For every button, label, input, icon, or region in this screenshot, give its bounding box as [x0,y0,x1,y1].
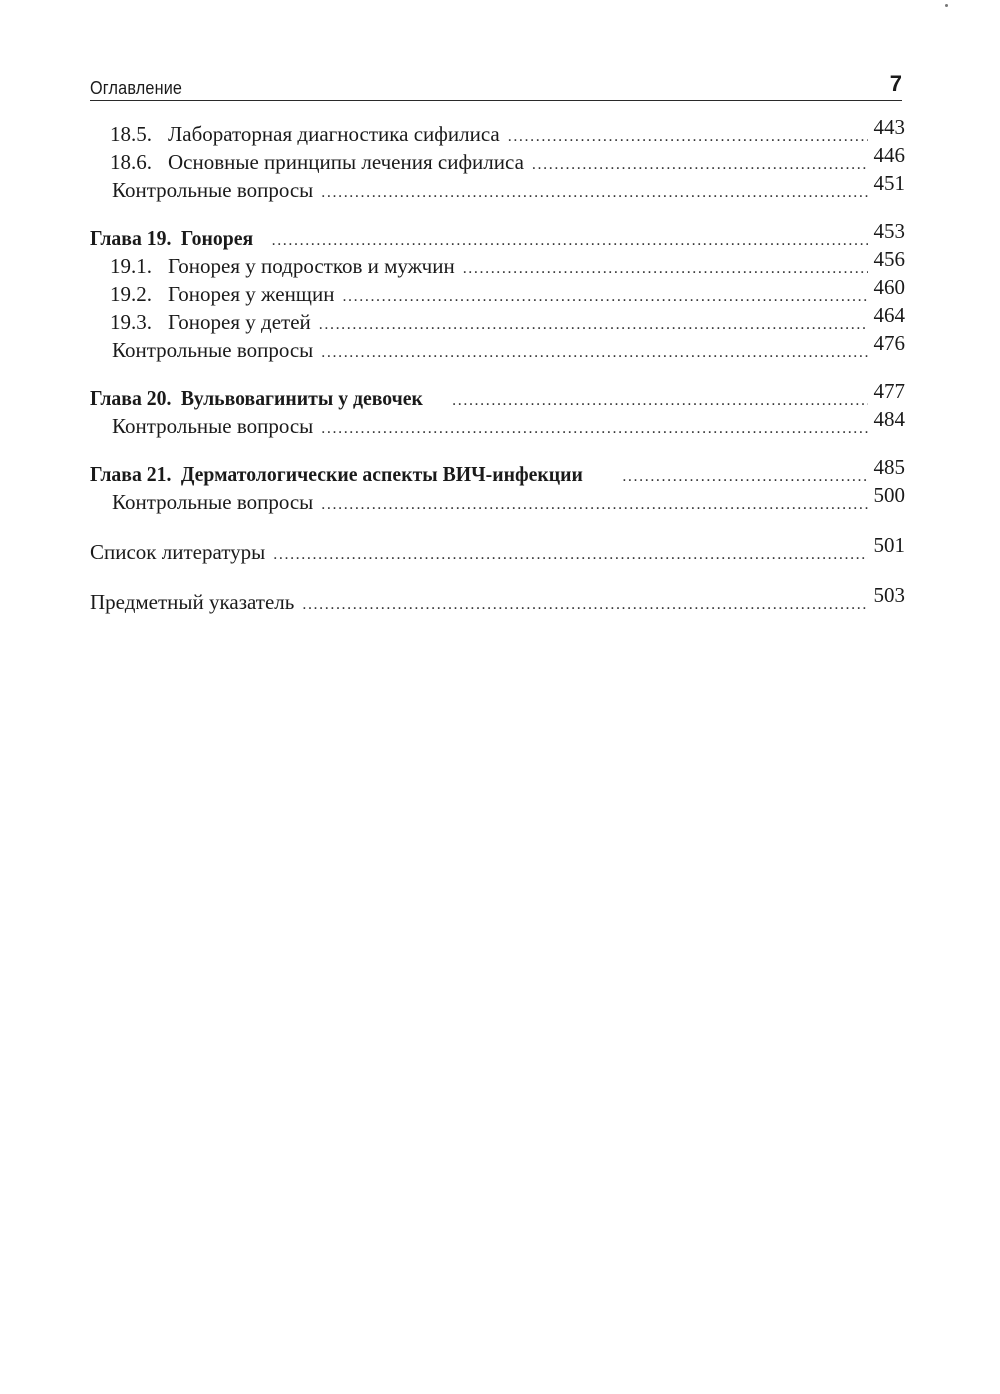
toc-leader-dots [302,591,867,619]
toc-leader-dots [273,541,867,569]
toc-leader-dots [272,227,868,255]
header-title: Оглавление [90,78,183,98]
toc-page-number: 451 [873,171,905,195]
toc-page-number: 484 [873,407,905,431]
toc-entry-review-questions-19[interactable] [90,331,905,364]
toc-leader-dots [452,387,867,415]
toc-leader-dots [463,255,868,283]
toc-section-number: 19.1. [110,254,152,278]
toc-entry-bibliography[interactable] [90,533,905,566]
toc-section-title: Контрольные вопросы [112,414,314,438]
table-of-contents [90,115,905,616]
toc-section-title: Контрольные вопросы [112,490,314,514]
toc-chapter-title: Гонорея [180,226,254,250]
toc-chapter-title: Вульвовагиниты у девочек [180,386,423,410]
toc-section-title: Гонорея у подростков и мужчин [168,254,455,278]
toc-chapter-number: Глава 21. [90,462,172,486]
toc-entry-label [110,308,319,336]
toc-page-number: 456 [873,247,905,271]
toc-section-number: 18.6. [110,150,152,174]
toc-entry-label [90,384,430,412]
toc-section-title: Список литературы [90,540,266,564]
toc-leader-dots [508,123,868,151]
toc-page-number: 477 [873,379,905,403]
toc-entry-label [90,224,261,252]
toc-entry-label [110,120,508,148]
toc-page-number: 485 [873,455,905,479]
toc-entry-review-questions-21[interactable] [90,483,905,516]
toc-leader-dots [342,283,867,311]
toc-entry-18-6[interactable] [90,143,905,176]
toc-entry-review-questions-18[interactable] [90,171,905,204]
toc-chapter-number: Глава 20. [90,386,172,410]
toc-leader-dots [321,179,867,207]
toc-page-number: 501 [873,533,905,557]
toc-page-number: 460 [873,275,905,299]
toc-chapter-19[interactable] [90,219,905,252]
toc-chapter-number: Глава 19. [90,226,172,250]
toc-entry-review-questions-20[interactable] [90,407,905,440]
toc-entry-label [90,460,590,488]
toc-leader-dots [321,339,867,367]
toc-section-number: 19.3. [110,310,152,334]
toc-page-number: 464 [873,303,905,327]
toc-leader-dots [321,491,867,519]
toc-page-number: 453 [873,219,905,243]
toc-section-title: Гонорея у детей [168,310,311,334]
toc-leader-dots [319,311,868,339]
toc-page-number: 476 [873,331,905,355]
toc-section-title: Контрольные вопросы [112,178,314,202]
toc-entry-18-5[interactable] [90,115,905,148]
toc-entry-subject-index[interactable] [90,583,905,616]
toc-leader-dots [622,463,867,491]
toc-entry-label [110,280,342,308]
toc-page-number: 503 [873,583,905,607]
toc-section-title: Контрольные вопросы [112,338,314,362]
toc-page-number: 500 [873,483,905,507]
toc-entry-19-1[interactable] [90,247,905,280]
header-page-number: 7 [889,71,902,96]
toc-section-number: 19.2. [110,282,152,306]
toc-entry-19-2[interactable] [90,275,905,308]
toc-chapter-title: Дерматологические аспекты ВИЧ-инфекции [180,462,583,486]
toc-entry-label [110,148,532,176]
toc-section-number: 18.5. [110,122,152,146]
toc-entry-label [110,252,463,280]
toc-section-title: Предметный указатель [90,590,295,614]
toc-leader-dots [321,415,867,443]
toc-section-title: Гонорея у женщин [168,282,335,306]
toc-page-number: 446 [873,143,905,167]
toc-entry-19-3[interactable] [90,303,905,336]
toc-chapter-21[interactable] [90,455,905,488]
toc-leader-dots [532,151,868,179]
running-header [90,64,902,101]
toc-chapter-20[interactable] [90,379,905,412]
toc-section-title: Основные принципы лечения сифилиса [168,150,524,174]
toc-page-number: 443 [873,115,905,139]
toc-section-title: Лабораторная диагностика сифилиса [168,122,500,146]
scan-speck [945,4,948,7]
